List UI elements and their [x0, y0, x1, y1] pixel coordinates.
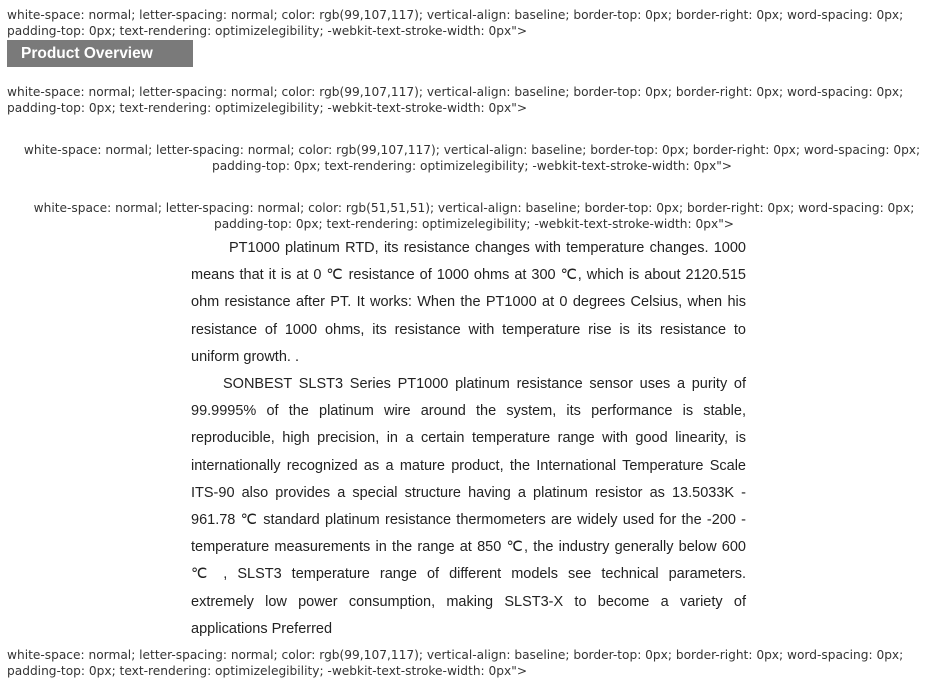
css-fragment-text: white-space: normal; letter-spacing: normal; color: rgb(99,107,117); vertical-align: baseline; border-top: 0px; border-right: 0px; word-spacing: 0px; padding-top: 0px; text-rendering: optimizelegibility; -webkit-text-stroke-width: 0px">: [23, 143, 921, 173]
section-header-product-overview: Product Overview: [7, 40, 193, 67]
css-fragment-text: white-space: normal; letter-spacing: normal; color: rgb(99,107,117); vertical-align: baseline; border-top: 0px; border-right: 0px; word-spacing: 0px; padding-top: 0px; text-rendering: optimizelegibility; -webkit-text-stroke-width: 0px">: [7, 85, 904, 115]
product-description: [191, 235, 746, 643]
description-paragraph: PT1000 platinum RTD, its resistance changes with temperature changes. 1000 means that it is at 0 ℃ resistance of 1000 ohms at 300 ℃, which is about 2120.515 ohm resistance after PT. It works: When the PT1000 at 0 degrees Celsius, when his resistance of 1000 ohms, its resistance with temperature rise is its resistance to uniform growth. .: [191, 240, 746, 365]
css-fragment-text: white-space: normal; letter-spacing: normal; color: rgb(99,107,117); vertical-align: baseline; border-top: 0px; border-right: 0px; word-spacing: 0px; padding-top: 0px; text-rendering: optimizelegibility; -webkit-text-stroke-width: 0px">: [7, 648, 904, 678]
description-paragraph: SONBEST SLST3 Series PT1000 platinum resistance sensor uses a purity of 99.9995% of the platinum wire around the system, its performance is stable, reproducible, high precision, in a certain temperature range with good linearity, is internationally recognized as a mature product, the International Temperature Scale ITS-90 also provides a special structure having a platinum resistor as 13.5033K - 961.78 ℃ standard platinum resistance thermometers are widely used for the -200 - temperature measurements in the range at 850 ℃, the industry generally below 600 ℃ , SLST3 temperature range of different models see technical parameters. extremely low power consumption, making SLST3-X to become a variety of applications Preferred: [191, 376, 746, 637]
css-fragment-text: white-space: normal; letter-spacing: normal; color: rgb(51,51,51); vertical-align: baseline; border-top: 0px; border-right: 0px; word-spacing: 0px; padding-top: 0px; text-rendering: optimizelegibility; -webkit-text-stroke-width: 0px">: [33, 201, 915, 231]
css-fragment-text: white-space: normal; letter-spacing: normal; color: rgb(99,107,117); vertical-align: baseline; border-top: 0px; border-right: 0px; word-spacing: 0px; padding-top: 0px; text-rendering: optimizelegibility; -webkit-text-stroke-width: 0px">: [7, 8, 904, 38]
